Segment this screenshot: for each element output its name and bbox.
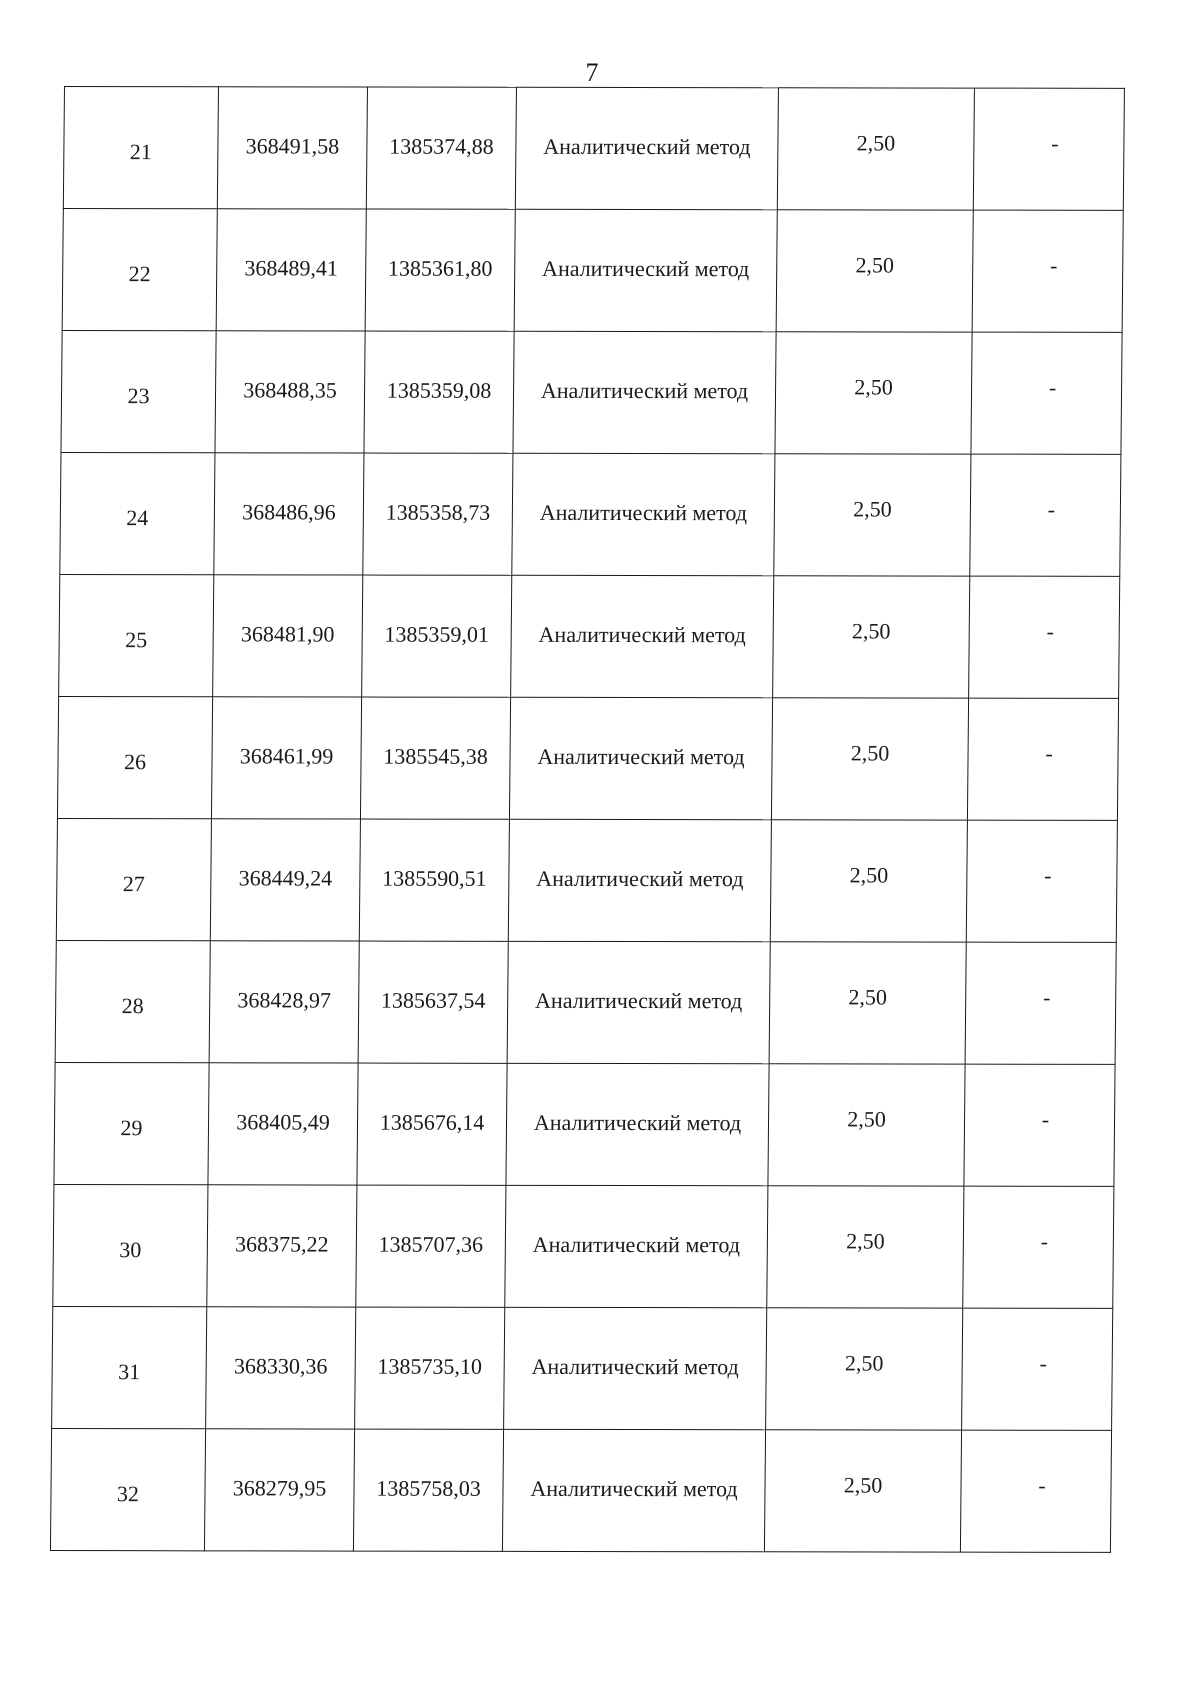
y-coordinate: 1385359,08	[386, 377, 492, 403]
x-coordinate: 368405,49	[236, 1108, 330, 1135]
accuracy: 2,50	[855, 251, 895, 277]
method: Аналитический метод	[537, 743, 745, 769]
method-cell	[515, 87, 778, 209]
table-row	[55, 941, 1116, 1065]
accuracy-cell	[771, 698, 968, 820]
accuracy: 2,50	[856, 129, 896, 155]
note-cell	[969, 576, 1120, 698]
point-number: 30	[119, 1236, 142, 1262]
note-cell	[973, 88, 1124, 210]
accuracy: 2,50	[853, 495, 892, 521]
note-cell	[971, 332, 1122, 454]
point-number: 21	[129, 138, 152, 164]
note: -	[1051, 130, 1059, 156]
method: Аналитический метод	[539, 499, 748, 525]
note: -	[1038, 1472, 1046, 1498]
y-coordinate-cell	[357, 1063, 507, 1185]
y-coordinate-cell	[360, 697, 510, 819]
x-coordinate: 368491,58	[245, 132, 340, 158]
table-row	[59, 575, 1120, 699]
x-coordinate: 368486,96	[242, 498, 336, 524]
y-coordinate-cell	[364, 331, 514, 453]
note: -	[1047, 496, 1056, 522]
x-coordinate-cell	[214, 453, 364, 575]
method-cell	[504, 1307, 767, 1429]
table-row	[57, 697, 1118, 821]
table-row	[50, 1429, 1111, 1553]
table-row	[56, 819, 1117, 943]
note: -	[1049, 252, 1058, 278]
accuracy: 2,50	[854, 373, 893, 399]
x-coordinate-cell	[209, 941, 359, 1063]
method-cell	[508, 819, 771, 941]
coordinates-table-wrapper	[50, 86, 1124, 1553]
note: -	[1044, 862, 1052, 888]
method: Аналитический метод	[542, 255, 750, 281]
page-number: 7	[585, 58, 599, 87]
method-cell	[505, 1185, 768, 1307]
y-coordinate: 1385358,73	[385, 499, 491, 525]
accuracy: 2,50	[843, 1471, 883, 1497]
accuracy-cell	[773, 576, 970, 698]
x-coordinate-cell	[207, 1185, 357, 1307]
note: -	[1045, 740, 1053, 766]
method-cell	[513, 331, 776, 453]
method: Аналитический метод	[543, 133, 751, 159]
point-number: 29	[120, 1114, 143, 1140]
x-coordinate-cell	[213, 575, 363, 697]
point-number-cell	[60, 453, 215, 575]
y-coordinate-cell	[356, 1185, 506, 1307]
accuracy-cell	[777, 88, 974, 210]
note: -	[1046, 618, 1055, 644]
note-cell	[964, 1064, 1115, 1186]
accuracy: 2,50	[847, 1105, 886, 1131]
point-number-cell	[57, 697, 212, 819]
note-cell	[965, 942, 1116, 1064]
y-coordinate: 1385735,10	[377, 1353, 483, 1379]
x-coordinate: 368481,90	[240, 620, 335, 646]
accuracy-cell	[768, 1064, 965, 1186]
x-coordinate-cell	[208, 1063, 358, 1185]
point-number: 32	[116, 1480, 140, 1506]
y-coordinate: 1385707,36	[378, 1231, 484, 1257]
accuracy-cell	[769, 942, 966, 1064]
y-coordinate-cell	[365, 209, 515, 331]
accuracy: 2,50	[846, 1227, 885, 1253]
method: Аналитический метод	[531, 1353, 739, 1379]
accuracy-cell	[774, 454, 971, 576]
point-number: 23	[127, 382, 150, 408]
note-cell	[967, 698, 1118, 820]
accuracy: 2,50	[848, 983, 888, 1009]
table-row	[61, 331, 1122, 455]
y-coordinate: 1385359,01	[384, 621, 490, 647]
table-row	[52, 1307, 1113, 1431]
method-cell	[512, 453, 775, 575]
y-coordinate: 1385374,88	[389, 133, 494, 159]
note-cell	[966, 820, 1117, 942]
accuracy: 2,50	[851, 617, 891, 643]
point-number: 28	[121, 992, 144, 1018]
method: Аналитический метод	[533, 1109, 742, 1135]
point-number-cell	[54, 1063, 209, 1185]
point-number-cell	[53, 1185, 208, 1307]
note: -	[1042, 984, 1051, 1010]
note: -	[1041, 1106, 1050, 1132]
y-coordinate: 1385361,80	[387, 255, 493, 281]
y-coordinate: 1385545,38	[383, 743, 488, 769]
y-coordinate-cell	[363, 453, 513, 575]
note: -	[1039, 1350, 1047, 1376]
y-coordinate-cell	[366, 87, 516, 209]
x-coordinate-cell	[215, 331, 365, 453]
point-number-cell	[56, 819, 211, 941]
method-cell	[511, 575, 774, 697]
accuracy: 2,50	[850, 739, 890, 765]
table-row	[54, 1063, 1115, 1187]
note-cell	[960, 1430, 1111, 1552]
table-row	[62, 209, 1123, 333]
y-coordinate-cell	[355, 1307, 505, 1429]
y-coordinate-cell	[359, 819, 509, 941]
y-coordinate-cell	[353, 1429, 503, 1551]
point-number-cell	[52, 1307, 207, 1429]
method: Аналитический метод	[534, 987, 743, 1013]
x-coordinate-cell	[211, 697, 361, 819]
accuracy-cell	[770, 820, 967, 942]
accuracy: 2,50	[849, 861, 889, 887]
x-coordinate: 368375,22	[235, 1230, 329, 1257]
accuracy-cell	[764, 1430, 961, 1552]
y-coordinate-cell	[358, 941, 508, 1063]
point-number: 22	[128, 260, 151, 286]
point-number: 25	[125, 626, 148, 652]
method: Аналитический метод	[532, 1231, 741, 1257]
note: -	[1040, 1228, 1049, 1254]
note: -	[1048, 374, 1057, 400]
table-row	[63, 87, 1124, 211]
point-number: 24	[126, 504, 149, 530]
y-coordinate: 1385590,51	[382, 865, 487, 891]
coordinates-table	[50, 86, 1125, 1553]
point-number-cell	[62, 209, 217, 331]
table-row	[53, 1185, 1114, 1309]
point-number-cell	[55, 941, 210, 1063]
accuracy: 2,50	[844, 1349, 884, 1375]
note-cell	[962, 1308, 1113, 1430]
accuracy-cell	[775, 332, 972, 454]
method-cell	[502, 1429, 765, 1551]
method: Аналитический метод	[540, 377, 749, 403]
note-cell	[970, 454, 1121, 576]
x-coordinate: 368488,35	[243, 376, 337, 402]
y-coordinate: 1385676,14	[379, 1109, 485, 1135]
coordinates-table-body	[50, 87, 1124, 1553]
x-coordinate: 368330,36	[233, 1352, 328, 1379]
method-cell	[507, 941, 770, 1063]
x-coordinate-cell	[210, 819, 360, 941]
x-coordinate: 368461,99	[239, 742, 334, 769]
y-coordinate: 1385758,03	[376, 1475, 481, 1501]
accuracy-cell	[767, 1186, 964, 1308]
x-coordinate-cell	[217, 87, 367, 209]
x-coordinate-cell	[204, 1429, 354, 1551]
x-coordinate: 368428,97	[237, 986, 332, 1013]
method: Аналитический метод	[530, 1475, 738, 1501]
point-number-cell	[50, 1429, 205, 1551]
point-number: 26	[123, 748, 147, 774]
method-cell	[506, 1063, 769, 1185]
point-number-cell	[59, 575, 214, 697]
point-number-cell	[63, 87, 218, 209]
method-cell	[509, 697, 772, 819]
method-cell	[514, 209, 777, 331]
table-row	[60, 453, 1121, 577]
accuracy-cell	[766, 1308, 963, 1430]
x-coordinate-cell	[216, 209, 366, 331]
note-cell	[963, 1186, 1114, 1308]
y-coordinate: 1385637,54	[380, 987, 486, 1013]
x-coordinate-cell	[206, 1307, 356, 1429]
x-coordinate: 368449,24	[238, 864, 333, 891]
accuracy-cell	[776, 210, 973, 332]
method: Аналитический метод	[538, 621, 746, 647]
note-cell	[972, 210, 1123, 332]
point-number: 27	[122, 870, 145, 896]
method: Аналитический метод	[536, 865, 744, 891]
x-coordinate: 368279,95	[232, 1474, 327, 1501]
y-coordinate-cell	[362, 575, 512, 697]
point-number-cell	[61, 331, 216, 453]
point-number: 31	[118, 1358, 141, 1384]
x-coordinate: 368489,41	[244, 254, 339, 280]
